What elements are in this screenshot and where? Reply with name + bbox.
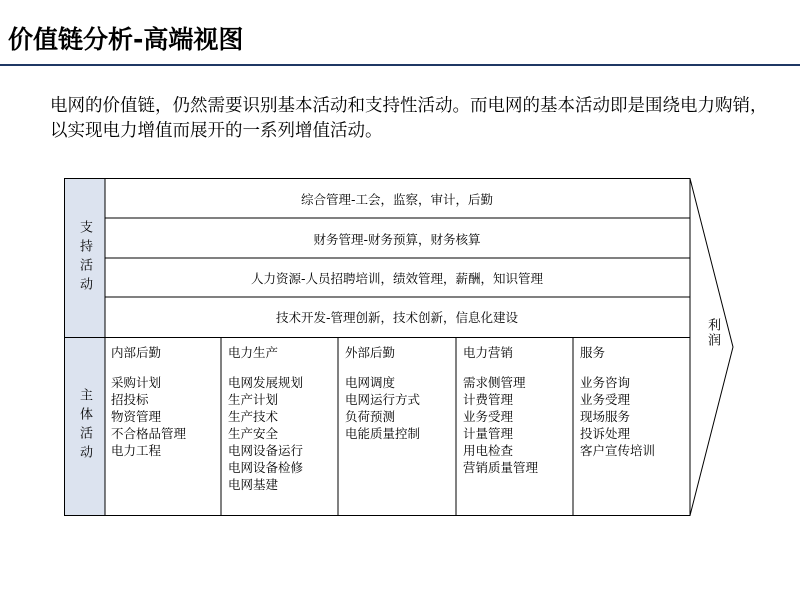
- primary-activity-item: 不合格品管理: [111, 426, 187, 441]
- primary-activity-title: 电力营销: [463, 345, 514, 360]
- support-activity-row: 财务管理-财务预算，财务核算: [313, 231, 481, 247]
- primary-activity-item: 生产技术: [228, 409, 279, 424]
- primary-activity-column: [345, 344, 457, 442]
- primary-activity-item: 采购计划: [111, 375, 162, 390]
- primary-activities-label: 主体活动: [77, 388, 92, 464]
- primary-activity-item: 电网设备运行: [228, 443, 304, 458]
- support-activities-label: 支持活动: [77, 220, 92, 296]
- primary-activity-item: 物资管理: [111, 409, 162, 424]
- primary-activity-item: 投诉处理: [580, 426, 631, 441]
- primary-activity-column: [111, 344, 223, 459]
- profit-margin-label: 利润: [705, 318, 720, 348]
- primary-activity-column: [580, 344, 692, 459]
- primary-activity-item: 需求侧管理: [463, 375, 526, 390]
- title-divider: [0, 64, 800, 66]
- primary-activity-title: 服务: [580, 345, 606, 360]
- primary-activity-item: 电网基建: [228, 477, 279, 492]
- primary-activity-item: 电能质量控制: [345, 426, 421, 441]
- primary-activity-title: 电力生产: [228, 345, 279, 360]
- value-chain-diagram: [64, 178, 734, 516]
- primary-activity-item: 招投标: [111, 392, 149, 407]
- primary-activity-item: 营销质量管理: [463, 460, 539, 475]
- primary-activity-title: 内部后勤: [111, 345, 162, 360]
- primary-activity-item: 业务受理: [463, 409, 514, 424]
- primary-activity-item: 业务受理: [580, 392, 631, 407]
- support-activity-row: 人力资源-人员招聘培训，绩效管理，薪酬，知识管理: [250, 270, 543, 286]
- primary-activity-item: 用电检查: [463, 443, 514, 458]
- primary-activity-items: [111, 374, 223, 459]
- primary-activity-item: 计费管理: [463, 392, 514, 407]
- support-activity-row: 综合管理-工会，监察，审计，后勤: [300, 191, 493, 207]
- primary-activity-items: [228, 374, 340, 493]
- primary-activity-item: 电力工程: [111, 443, 162, 458]
- primary-activity-items: [463, 374, 575, 476]
- primary-activity-column: [463, 344, 575, 476]
- intro-paragraph: 电网的价值链，仍然需要识别基本活动和支持性活动。而电网的基本活动即是围绕电力购销，以实现电力增值而展开的一系列增值活动。: [50, 96, 768, 141]
- primary-activity-item: 负荷预测: [345, 409, 396, 424]
- primary-activity-item: 电网运行方式: [345, 392, 421, 407]
- primary-activity-item: 电网发展规划: [228, 375, 304, 390]
- primary-activity-title: 外部后勤: [345, 345, 396, 360]
- primary-activity-item: 计量管理: [463, 426, 514, 441]
- primary-activity-items: [345, 374, 457, 442]
- primary-activity-item: 电网调度: [345, 375, 396, 390]
- primary-activity-item: 现场服务: [580, 409, 631, 424]
- primary-activity-item: 生产安全: [228, 426, 279, 441]
- primary-activity-item: 电网设备检修: [228, 460, 304, 475]
- primary-activity-column: [228, 344, 340, 493]
- primary-activity-item: 业务咨询: [580, 375, 631, 390]
- primary-activity-item: 生产计划: [228, 392, 279, 407]
- primary-activity-item: 客户宣传培训: [580, 443, 656, 458]
- page-title: 价值链分析-高端视图: [8, 25, 244, 54]
- support-activity-row: 技术开发-管理创新，技术创新，信息化建设: [275, 309, 518, 325]
- primary-activity-items: [580, 374, 692, 459]
